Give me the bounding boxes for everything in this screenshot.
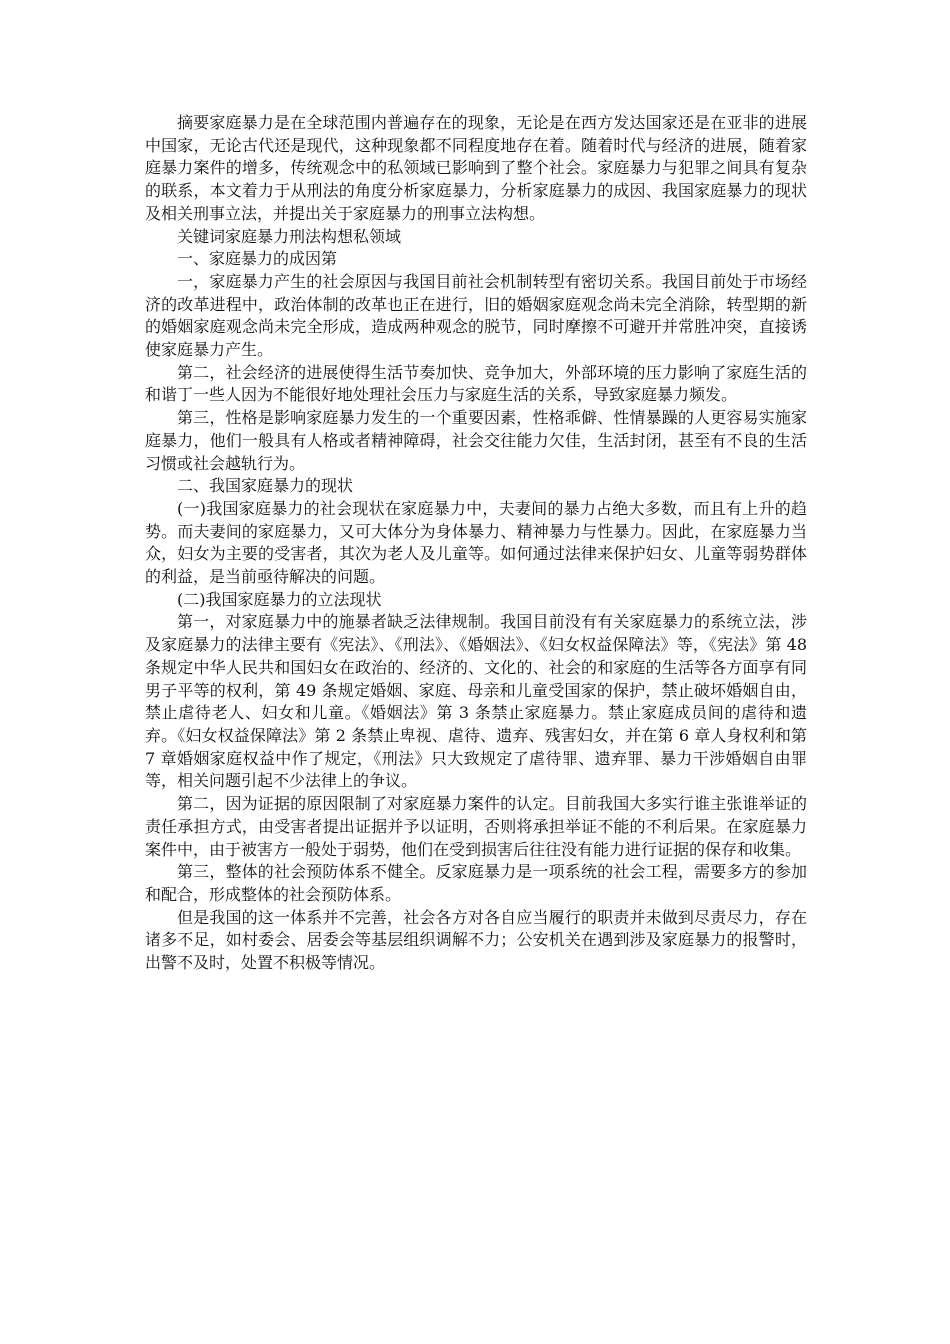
keywords-line: 关键词家庭暴力刑法构想私领域 (177, 226, 402, 246)
legislation-paragraph-1: 第一，对家庭暴力中的施暴者缺乏法律规制。我国目前没有有关家庭暴力的系统立法，涉及家庭暴力的法律主要有《宪法》、《刑法》、《婚姻法》、《妇女权益保障法》等，《宪法》第 48 条规定中华人民共和国妇女在政治的、经济的、文化的、社会的和家庭的生活等各方面享有同男子平等的权利，第 49 条规定婚姻、家庭、母亲和儿童受国家的保护，禁止破坏婚姻自由，禁止虐待老人、妇女和儿童。《婚姻法》第 3 条禁止家庭暴力。禁止家庭成员间的虐待和遗弃。《妇女权益保障法》第 2 条禁止卑视、虐待、遗弃、残害妇女，并在第 6 章人身权利和第 7 章婚姻家庭权益中作了规定，《刑法》只大致规定了虐待罪、遗弃罪、暴力干涉婚姻自由罪等，相关问题引起不少法律上的争议。 (145, 612, 807, 791)
legislation-paragraph-2: 第二，因为证据的原因限制了对家庭暴力案件的认定。目前我国大多实行谁主张谁举证的责任承担方式，由受害者提出证据并予以证明，否则将承担举证不能的不利后果。在家庭暴力案件中，由于被害方一般处于弱势，他们在受到损害后往往没有能力进行证据的保存和收集。 (145, 794, 807, 859)
section-heading-causes: 一、家庭暴力的成因第 (177, 249, 338, 269)
social-status-paragraph: (一)我国家庭暴力的社会现状在家庭暴力中，夫妻间的暴力占绝大多数，而且有上升的趋势。而夫妻间的家庭暴力，又可大体分为身体暴力、精神暴力与性暴力。因此，在家庭暴力当众，妇女为主要的受害者，其次为老人及儿童等。如何通过法律来保护妇女、儿童等弱势群体的利益，是当前亟待解决的问题。 (145, 498, 807, 587)
legislation-paragraph-3: 第三，整体的社会预防体系不健全。反家庭暴力是一项系统的社会工程，需要多方的参加和配合，形成整体的社会预防体系。 (145, 862, 807, 904)
legislation-paragraph-4: 但是我国的这一体系并不完善，社会各方对各自应当履行的职责并未做到尽责尽力，存在诸多不足，如村委会、居委会等基层组织调解不力；公安机关在遇到涉及家庭暴力的报警时，出警不及时，处置不积极等情况。 (145, 907, 807, 973)
abstract-paragraph: 摘要家庭暴力是在全球范围内普遍存在的现象，无论是在西方发达国家还是在亚非的进展中国家，无论古代还是现代，这种现象都不同程度地存在着。随着时代与经济的进展，随着家庭暴力案件的增多，传统观念中的私领域已影响到了整个社会。家庭暴力与犯罪之间具有复杂的联系，本文着力于从刑法的角度分析家庭暴力，分析家庭暴力的成因、我国家庭暴力的现状及相关刑事立法，并提出关于家庭暴力的刑事立法构想。 (145, 113, 807, 223)
cause-paragraph-3: 第三，性格是影响家庭暴力发生的一个重要因素，性格乖僻、性情暴躁的人更容易实施家庭暴力，他们一般具有人格或者精神障碍，社会交往能力欠佳，生活封闭，甚至有不良的生活习惯或社会越轨行为。 (145, 408, 807, 473)
document-body (145, 112, 807, 975)
subsection-heading-legislation: (二)我国家庭暴力的立法现状 (177, 589, 382, 609)
section-heading-status: 二、我国家庭暴力的现状 (177, 476, 354, 496)
cause-paragraph-1: 一，家庭暴力产生的社会原因与我国目前社会机制转型有密切关系。我国目前处于市场经济的改革进程中，政治体制的改革也正在进行，旧的婚姻家庭观念尚未完全消除，转型期的新的婚姻家庭观念尚未完全形成，造成两种观念的脱节，同时摩擦不可避开并常胜冲突，直接诱使家庭暴力产生。 (145, 271, 807, 360)
cause-paragraph-2: 第二，社会经济的进展使得生活节奏加快、竞争加大，外部环境的压力影响了家庭生活的和谐丁一些人因为不能很好地处理社会压力与家庭生活的关系，导致家庭暴力频发。 (145, 362, 807, 405)
